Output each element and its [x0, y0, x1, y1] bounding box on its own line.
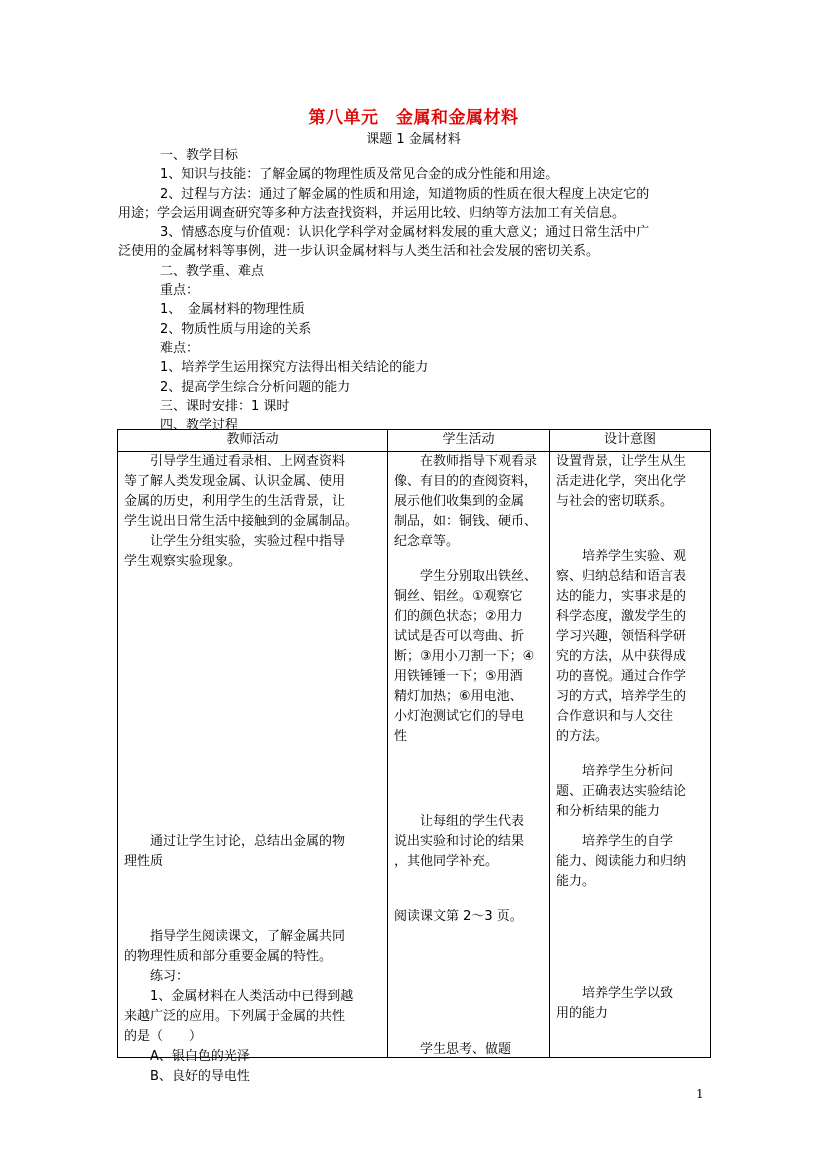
student-block-3: [394, 812, 545, 872]
text-line: 培养学生学以致: [582, 986, 674, 1001]
intro-line: 二、教学重、难点: [160, 263, 265, 279]
text-line: 达的能力，实事求是的: [556, 589, 687, 604]
text-line: 小灯泡测试它们的导电: [394, 709, 525, 724]
unit-title: 第八单元 金属和金属材料: [308, 108, 519, 128]
text-line: 金属的历史，利用学生的生活背景，让: [124, 494, 346, 509]
text-line: 性: [394, 729, 408, 744]
text-line: 1、金属材料在人类活动中已得到越: [150, 989, 354, 1004]
intro-line: 难点：: [160, 340, 200, 356]
text-line: 让每组的学生代表: [420, 814, 525, 829]
student-block-2: [394, 567, 545, 747]
text-line: 习的方式，培养学生的: [556, 689, 687, 704]
text-line: 等了解人类发现金属、认识金属、使用: [124, 474, 346, 489]
text-line: 设置背景，让学生从生: [556, 454, 687, 469]
intro-line: 用途；学会运用调查研究等多种方法查找资料，并运用比较、归纳等方法加工有关信息。: [118, 205, 626, 221]
intro-line: 四、教学过程: [160, 418, 239, 434]
text-line: 用的能力: [556, 1006, 609, 1021]
student-activity-cell: [388, 452, 550, 1058]
intro-line: 2、物质性质与用途的关系: [160, 321, 312, 337]
text-line: 学习兴趣，领悟科学研: [556, 629, 687, 644]
text-line: A、银白色的光泽: [150, 1049, 250, 1064]
text-line: 的是（ ）: [124, 1029, 203, 1044]
text-line: 培养学生的自学: [582, 834, 674, 849]
text-line: 察、归纳总结和语言表: [556, 569, 687, 584]
student-block-1: [394, 452, 545, 552]
text-line: 能力。: [556, 874, 596, 889]
text-line: 断；③用小刀割一下；④: [394, 649, 535, 664]
intro-line: 1、知识与技能：了解金属的物理性质及常见合金的成分性能和用途。: [160, 167, 559, 183]
intro-line: 重点：: [160, 283, 200, 299]
text-line: 功的喜悦。通过合作学: [556, 669, 687, 684]
intro-line: 泛使用的金属材料等事例，进一步认识金属材料与人类生活和社会发展的密切关系。: [118, 244, 600, 260]
intro-line: 3、情感态度与价值观：认识化学科学对金属材料发展的重大意义；通过日常生活中广: [160, 225, 650, 241]
text-line: 用铁锤锤一下；⑤用酒: [394, 669, 523, 684]
intro-line: 一、教学目标: [160, 148, 239, 163]
design-block-1: [556, 452, 706, 512]
text-line: 学生分别取出铁丝、: [420, 569, 538, 584]
text-line: 与社会的密切联系。: [556, 494, 674, 509]
text-line: 学生说出日常生活中接触到的金属制品。: [124, 514, 359, 529]
design-block-4: [556, 832, 706, 892]
page-number: 1: [696, 1087, 704, 1101]
text-line: 来越广泛的应用。下列属于金属的共性: [124, 1009, 346, 1024]
text-line: 合作意识和与人交往: [556, 709, 674, 724]
text-line: 能力、阅读能力和归纳: [556, 854, 687, 869]
text-line: 学生观察实验现象。: [124, 554, 242, 569]
design-block-2: [556, 547, 706, 747]
text-line: ，其他同学补充。: [394, 854, 499, 869]
header-design-intent: 设计意图: [550, 430, 711, 452]
text-line: 展示他们收集到的金属: [394, 494, 525, 509]
text-line: 学生思考、做题: [420, 1042, 512, 1057]
text-line: 指导学生阅读课文，了解金属共同: [150, 929, 346, 944]
text-line: 通过让学生讨论，总结出金属的物: [150, 834, 346, 849]
teaching-process-table: [117, 429, 711, 1084]
design-intent-cell: [550, 452, 711, 1058]
text-line: 说出实验和讨论的结果: [394, 834, 525, 849]
text-line: 们的颜色状态；②用力: [394, 609, 523, 624]
intro-section: [118, 146, 710, 435]
text-line: 制品，如：铜钱、硬币、: [394, 514, 538, 529]
text-line: 像、有目的的查阅资料，: [394, 474, 538, 489]
design-block-5: [556, 984, 706, 1024]
student-block-4: [394, 907, 545, 927]
text-line: 在教师指导下观看录: [420, 454, 538, 469]
text-line: 和分析结果的能力: [556, 804, 661, 819]
text-line: 铜丝、铝丝。①观察它: [394, 589, 523, 604]
header-student-activity: 学生活动: [388, 430, 550, 452]
text-line: 阅读课文第 2～3 页。: [394, 909, 523, 924]
text-line: B、良好的导电性: [150, 1069, 250, 1084]
intro-line: 2、过程与方法：通过了解金属的性质和用途，知道物质的性质在很大程度上决定它的: [160, 186, 650, 202]
intro-line: 1、 金属材料的物理性质: [160, 302, 305, 318]
teacher-activity-cell: [118, 452, 388, 1084]
teacher-block-2: [124, 832, 383, 872]
intro-line: 1、培养学生运用探究方法得出相关结论的能力: [160, 360, 429, 376]
text-line: 题、正确表达实验结论: [556, 784, 687, 799]
teacher-block-1: [124, 452, 383, 572]
header-teacher-activity: 教师活动: [118, 430, 388, 452]
text-line: 究的方法，从中获得成: [556, 649, 687, 664]
text-line: 活走进化学，突出化学: [556, 474, 687, 489]
lesson-subtitle: 课题 1 金属材料: [366, 132, 461, 147]
text-line: 的物理性质和部分重要金属的特性。: [124, 949, 333, 964]
text-line: 理性质: [124, 854, 164, 869]
text-line: 的方法。: [556, 729, 609, 744]
text-line: 培养学生分析问: [582, 764, 674, 779]
teacher-block-3: [124, 927, 383, 1087]
text-line: 科学态度，激发学生的: [556, 609, 687, 624]
text-line: 练习：: [150, 969, 190, 984]
design-block-3: [556, 762, 706, 822]
student-block-5: [394, 1040, 545, 1060]
text-line: 让学生分组实验，实验过程中指导: [150, 534, 346, 549]
text-line: 引导学生通过看录相、上网查资料: [150, 454, 346, 469]
text-line: 纪念章等。: [394, 534, 460, 549]
text-line: 精灯加热；⑥用电池、: [394, 689, 523, 704]
text-line: 试试是否可以弯曲、折: [394, 629, 525, 644]
intro-line: 2、提高学生综合分析问题的能力: [160, 379, 351, 395]
text-line: 培养学生实验、观: [582, 549, 687, 564]
intro-line: 三、课时安排：1 课时: [160, 398, 290, 414]
